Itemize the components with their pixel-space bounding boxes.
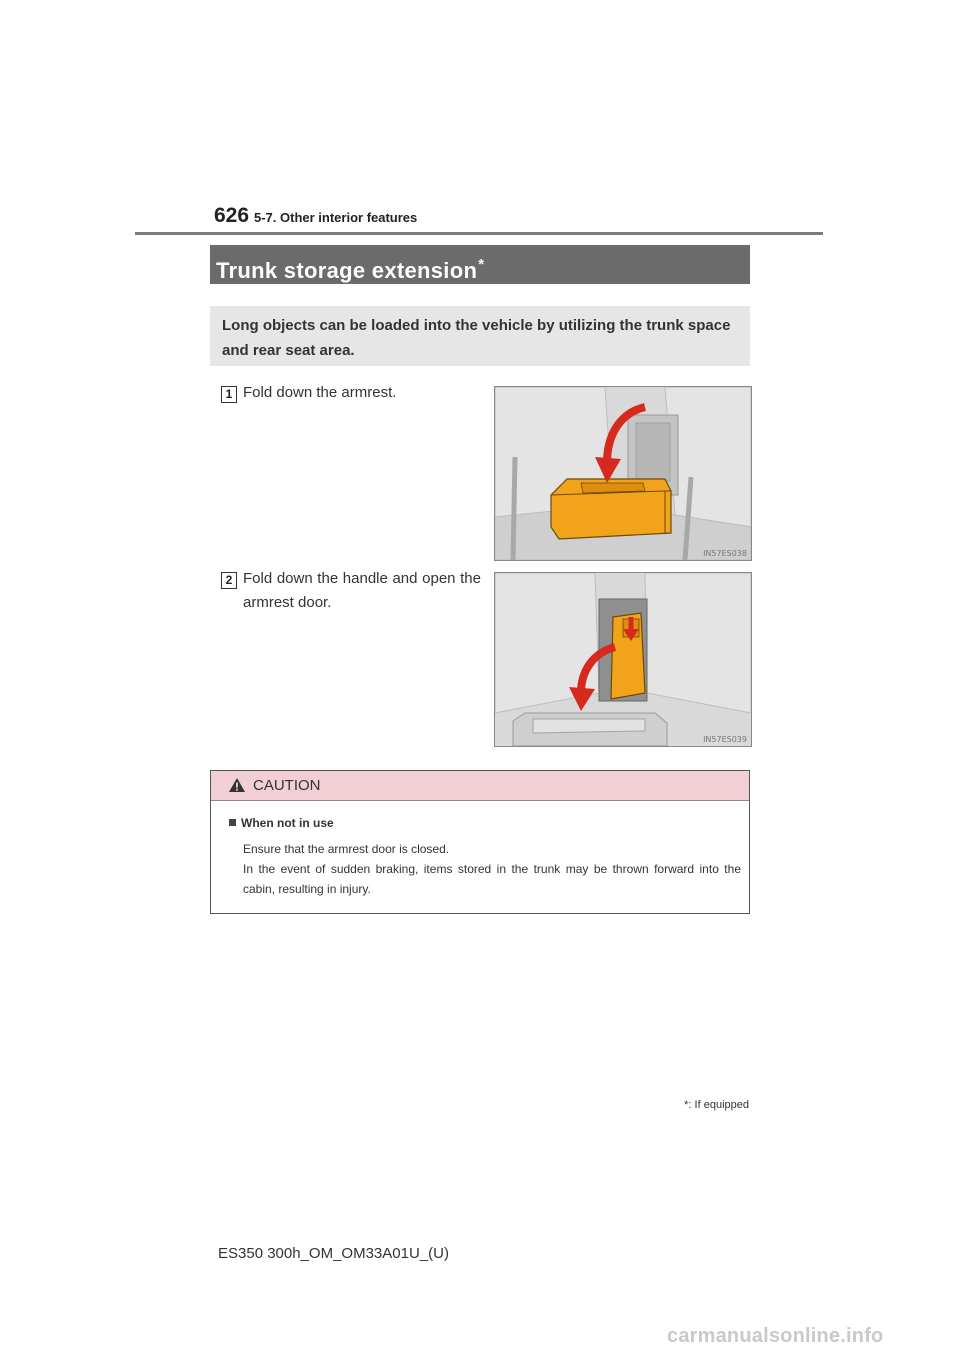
warning-icon (228, 777, 246, 793)
caution-line: In the event of sudden braking, items stored in the trunk may be thrown forward into the cabin, resulting in injury. (243, 862, 741, 896)
caution-box (210, 770, 750, 914)
intro-box: Long objects can be loaded into the vehicle by utilizing the trunk space and rear seat area. (210, 306, 750, 366)
caution-header (211, 771, 749, 801)
section-title: 5-7. Other interior features (254, 210, 418, 225)
step-2-number: 2 (221, 572, 237, 589)
square-bullet-icon (229, 819, 236, 826)
page-title-text: Trunk storage extension (216, 258, 478, 283)
page-title (210, 245, 750, 284)
step-2-text: Fold down the handle and open the armrest door. (243, 570, 481, 611)
title-asterisk: * (478, 256, 485, 273)
armrest-fold-illustration (495, 387, 751, 560)
caution-heading (229, 816, 334, 830)
caution-line: Ensure that the armrest door is closed. (243, 842, 450, 856)
caution-label: CAUTION (253, 777, 321, 794)
armrest-door-illustration (495, 573, 751, 746)
caution-body (243, 839, 741, 899)
header-rule (135, 232, 823, 235)
document-code: ES350 300h_OM_OM33A01U_(U) (218, 1245, 449, 1262)
watermark: carmanualsonline.info (667, 1325, 884, 1347)
figure-code: IN57ES039 (703, 735, 747, 744)
figure-code: IN57ES038 (703, 549, 747, 558)
step-1-number: 1 (221, 386, 237, 403)
step-1-text: Fold down the armrest. (243, 384, 397, 401)
footnote: *: If equipped (684, 1099, 749, 1111)
figure-open-armrest-door (494, 572, 752, 747)
page-number: 626 (214, 204, 250, 227)
caution-heading-text: When not in use (241, 816, 334, 830)
figure-fold-armrest (494, 386, 752, 561)
